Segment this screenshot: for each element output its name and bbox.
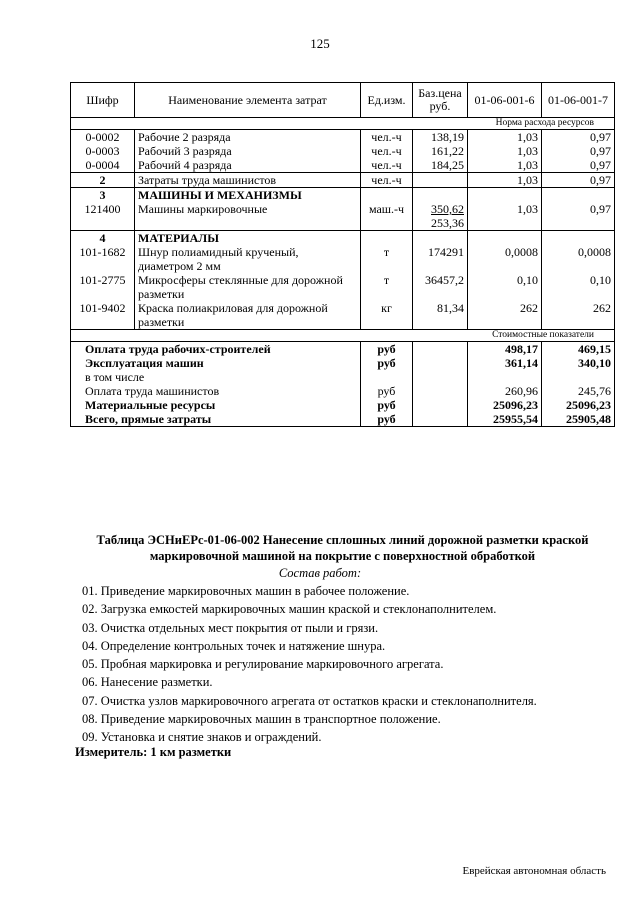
cell-name: Рабочий 3 разряда — [135, 144, 361, 158]
cell-unit: кг — [361, 301, 413, 330]
cell-price — [413, 173, 468, 188]
cell-v6: 1,03 — [468, 173, 542, 188]
cell-v6: 1,03 — [468, 158, 542, 173]
cell-name: Шнур полиамидный крученый, диаметром 2 мм — [135, 245, 361, 273]
summary-label: Эксплуатация машин — [71, 356, 361, 370]
cell-name: МАТЕРИАЛЫ — [135, 231, 361, 246]
resource-table — [70, 82, 615, 427]
operation-item: 06. Нанесение разметки. — [82, 675, 213, 690]
price-value: 350,62 — [431, 202, 464, 216]
cell-unit: чел.-ч — [361, 158, 413, 173]
summary-col6: 25096,23 — [468, 398, 542, 412]
table-row — [71, 173, 615, 188]
cell-v7: 0,97 — [542, 173, 615, 188]
cell-unit: маш.-ч — [361, 202, 413, 231]
cost-subheader — [71, 330, 615, 342]
cell-code: 101-2775 — [71, 273, 135, 301]
cost-title: Стоимостные показатели — [468, 330, 615, 342]
cell-code: 0-0002 — [71, 130, 135, 145]
operation-item: 09. Установка и снятие знаков и ограждений. — [82, 730, 322, 745]
cell-price: 36457,2 — [413, 273, 468, 301]
cell-name: Машины маркировочные — [135, 202, 361, 231]
header-col6: 01-06-001-6 — [468, 83, 542, 118]
table-header-row — [71, 83, 615, 118]
cell-code: 4 — [71, 231, 135, 246]
cell-name: Затраты труда машинистов — [135, 173, 361, 188]
cell-price: 81,34 — [413, 301, 468, 330]
summary-col6: 361,14 — [468, 356, 542, 370]
cell-v7: 0,0008 — [542, 245, 615, 273]
operation-item: 01. Приведение маркировочных машин в рабочее положение. — [82, 584, 410, 598]
cell-v6: 1,03 — [468, 202, 542, 231]
operation-item: 08. Приведение маркировочных машин в транспортное положение. — [82, 712, 441, 727]
cell-v6: 1,03 — [468, 144, 542, 158]
cell-unit — [361, 188, 413, 203]
summary-col7: 469,15 — [542, 342, 615, 357]
summary-empty — [413, 356, 468, 370]
cell-unit: т — [361, 245, 413, 273]
cell-v7: 0,97 — [542, 158, 615, 173]
table-row — [71, 301, 615, 330]
cell-v7 — [542, 188, 615, 203]
table-row — [71, 188, 615, 203]
summary-col6 — [468, 370, 542, 384]
cell-code: 101-9402 — [71, 301, 135, 330]
operations-list — [82, 582, 622, 747]
header-col7: 01-06-001-7 — [542, 83, 615, 118]
cell-v7: 0,97 — [542, 202, 615, 231]
header-price: Баз.цена руб. — [413, 83, 468, 118]
cell-price: 174291 — [413, 245, 468, 273]
table-row — [71, 273, 615, 301]
summary-row — [71, 370, 615, 384]
cell-code: 101-1682 — [71, 245, 135, 273]
measure-unit: Измеритель: 1 км разметки — [75, 745, 232, 759]
cell-code: 121400 — [71, 202, 135, 231]
summary-col7: 25905,48 — [542, 412, 615, 427]
cell-price: 184,25 — [413, 158, 468, 173]
summary-label: в том числе — [71, 370, 361, 384]
operation-item: 05. Пробная маркировка и регулирование маркировочного агрегата. — [82, 657, 444, 672]
summary-label: Материальные ресурсы — [71, 398, 361, 412]
cell-name: Краска полиакриловая для дорожной разметки — [135, 301, 361, 330]
summary-unit — [361, 370, 413, 384]
table-row — [71, 231, 615, 246]
cell-unit: чел.-ч — [361, 130, 413, 145]
cell-unit: т — [361, 273, 413, 301]
table-row — [71, 202, 615, 231]
summary-col6: 498,17 — [468, 342, 542, 357]
cell-price — [413, 231, 468, 246]
summary-col6: 25955,54 — [468, 412, 542, 427]
cell-v7 — [542, 231, 615, 246]
summary-unit: руб — [361, 398, 413, 412]
norm-subheader — [71, 118, 615, 130]
cell-code: 0-0003 — [71, 144, 135, 158]
table-row — [71, 158, 615, 173]
cell-v6: 0,10 — [468, 273, 542, 301]
work-composition-title: Состав работ: — [278, 566, 362, 580]
summary-label: Оплата труда машинистов — [71, 384, 361, 398]
cell-price — [413, 202, 468, 231]
cell-v6 — [468, 231, 542, 246]
price-value-secondary: 253,36 — [431, 216, 464, 230]
cell-v6: 0,0008 — [468, 245, 542, 273]
table-row — [71, 130, 615, 145]
summary-row — [71, 384, 615, 398]
header-code: Шифр — [71, 83, 135, 118]
cell-v7: 0,10 — [542, 273, 615, 301]
cell-v7: 0,97 — [542, 130, 615, 145]
table-row — [71, 245, 615, 273]
summary-empty — [413, 398, 468, 412]
summary-empty — [413, 370, 468, 384]
cell-unit — [361, 231, 413, 246]
cell-name: Микросферы стеклянные для дорожной разметки — [135, 273, 361, 301]
operation-item: 02. Загрузка емкостей маркировочных машин краской и стеклонаполнителем. — [82, 602, 497, 617]
summary-row — [71, 342, 615, 357]
cell-v7: 0,97 — [542, 144, 615, 158]
summary-row — [71, 412, 615, 427]
cell-name: Рабочий 4 разряда — [135, 158, 361, 173]
cell-v6 — [468, 188, 542, 203]
summary-col6: 260,96 — [468, 384, 542, 398]
summary-col7: 245,76 — [542, 384, 615, 398]
section-title: Таблица ЭСНиЕРс-01-06-002 Нанесение сплошных линий дорожной разметки краской маркировочной машиной на покрытие с поверхностной обработкой — [96, 533, 589, 563]
summary-col7 — [542, 370, 615, 384]
summary-label: Всего, прямые затраты — [71, 412, 361, 427]
summary-unit: руб — [361, 384, 413, 398]
table-row — [71, 144, 615, 158]
footer-region: Еврейская автономная область — [462, 865, 606, 877]
cell-code: 2 — [71, 173, 135, 188]
summary-col7: 25096,23 — [542, 398, 615, 412]
page-number: 125 — [310, 36, 330, 51]
norm-title: Норма расхода ресурсов — [468, 118, 615, 130]
header-name: Наименование элемента затрат — [135, 83, 361, 118]
cell-v6: 262 — [468, 301, 542, 330]
summary-empty — [413, 342, 468, 357]
cell-code: 3 — [71, 188, 135, 203]
summary-empty — [413, 384, 468, 398]
header-unit: Ед.изм. — [361, 83, 413, 118]
cell-name: МАШИНЫ И МЕХАНИЗМЫ — [135, 188, 361, 203]
summary-row — [71, 356, 615, 370]
cell-name: Рабочие 2 разряда — [135, 130, 361, 145]
cell-unit: чел.-ч — [361, 173, 413, 188]
operation-item: 07. Очистка узлов маркировочного агрегата от остатков краски и стеклонаполнителя. — [82, 693, 537, 708]
cell-price: 161,22 — [413, 144, 468, 158]
cell-v6: 1,03 — [468, 130, 542, 145]
cell-code: 0-0004 — [71, 158, 135, 173]
operation-item: 04. Определение контрольных точек и натяжение шнура. — [82, 638, 386, 653]
summary-empty — [413, 412, 468, 427]
cell-price — [413, 188, 468, 203]
summary-unit: руб — [361, 342, 413, 357]
operation-item: 03. Очистка отдельных мест покрытия от пыли и грязи. — [82, 620, 379, 635]
summary-label: Оплата труда рабочих-строителей — [71, 342, 361, 357]
summary-unit: руб — [361, 412, 413, 427]
cell-unit: чел.-ч — [361, 144, 413, 158]
cell-v7: 262 — [542, 301, 615, 330]
summary-col7: 340,10 — [542, 356, 615, 370]
summary-row — [71, 398, 615, 412]
summary-unit: руб — [361, 356, 413, 370]
cell-price: 138,19 — [413, 130, 468, 145]
